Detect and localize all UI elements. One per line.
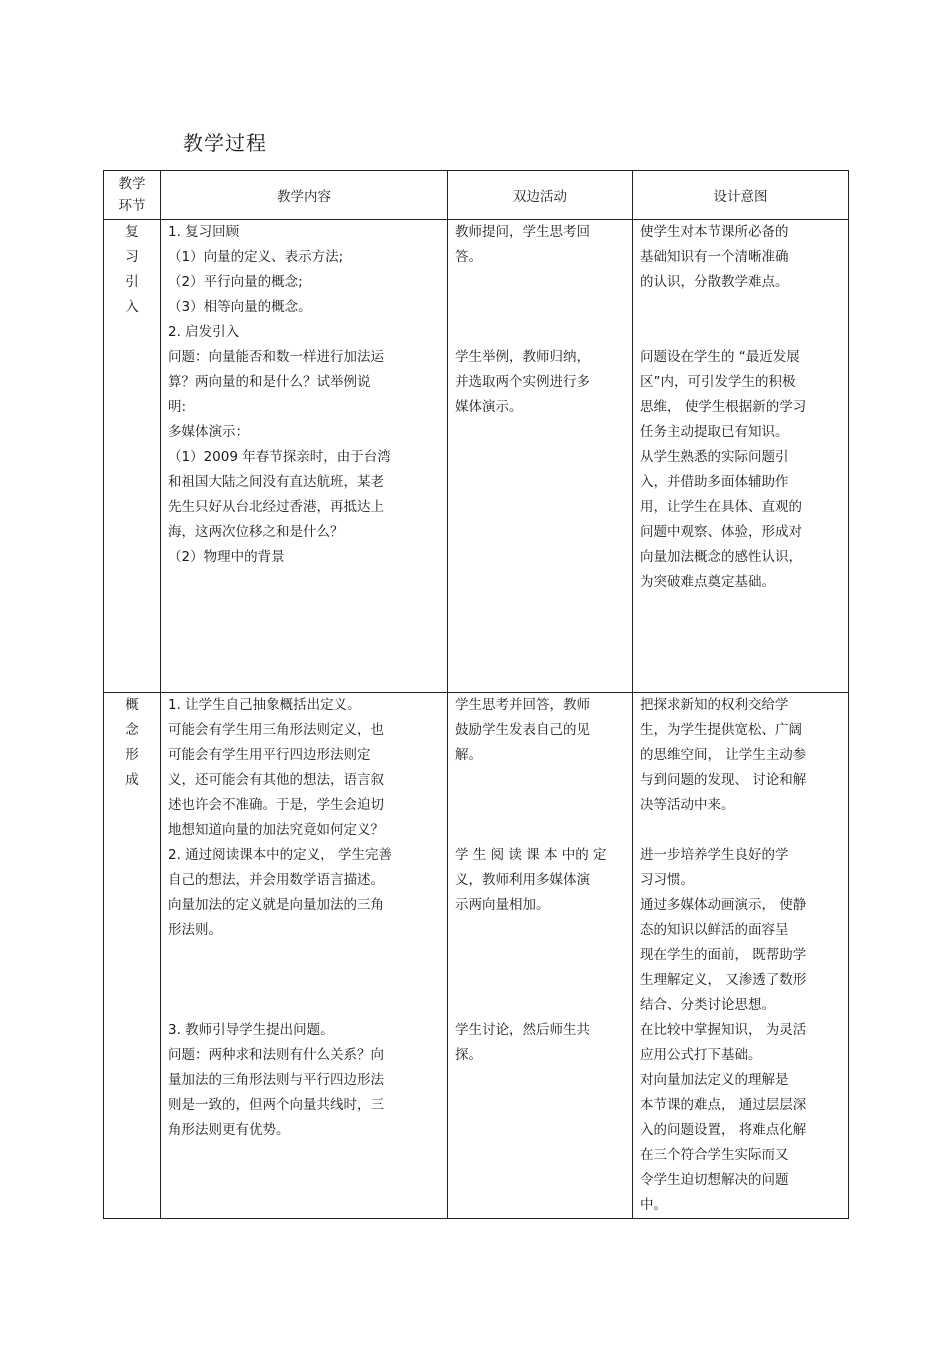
text-line: 与到问题的发现、 讨论和解 bbox=[640, 772, 807, 788]
intent-cell bbox=[633, 220, 849, 693]
text-line: 并选取两个实例进行多 bbox=[455, 374, 590, 390]
teaching-process-table bbox=[103, 170, 849, 1219]
text-line: 1. 让学生自己抽象概括出定义。 bbox=[168, 697, 361, 713]
text-line: 把探求新知的权利交给学 bbox=[640, 697, 789, 713]
text-line: 探。 bbox=[455, 1047, 482, 1063]
header-stage-label bbox=[104, 173, 160, 217]
spacer bbox=[455, 968, 624, 993]
stage-char: 成 bbox=[125, 772, 139, 788]
spacer bbox=[168, 993, 439, 1018]
text-line: 区”内，可引发学生的积极 bbox=[640, 374, 796, 390]
text-line: 任务主动提取已有知识。 bbox=[640, 424, 789, 440]
text-line: 地想知道向量的加法究竟如何定义？ bbox=[168, 822, 384, 838]
text-line: 问题中观察、体验，形成对 bbox=[640, 524, 802, 540]
text-line: 中。 bbox=[640, 1197, 667, 1213]
text-line: （2）平行向量的概念; bbox=[168, 274, 303, 290]
text-line: 为突破难点奠定基础。 bbox=[640, 574, 775, 590]
text-line: 义，还可能会有其他的想法，语言叙 bbox=[168, 772, 384, 788]
spacer bbox=[455, 295, 624, 320]
text-line: 习习惯。 bbox=[640, 872, 694, 888]
text-line: 在比较中掌握知识， 为灵活 bbox=[640, 1022, 807, 1038]
text-line: 量加法的三角形法则与平行四边形法 bbox=[168, 1072, 384, 1088]
text-line: 向量加法的定义就是向量加法的三角 bbox=[168, 897, 384, 913]
text-line: 形法则。 bbox=[168, 922, 222, 938]
text-line: 和祖国大陆之间没有直达航班，某老 bbox=[168, 474, 384, 490]
text-line: 结合、分类讨论思想。 bbox=[640, 997, 775, 1013]
text-line: 现在学生的面前， 既帮助学 bbox=[640, 947, 807, 963]
text-line: 自己的想法，并会用数学语言描述。 bbox=[168, 872, 384, 888]
table-row bbox=[104, 693, 849, 1219]
text-line: 学生举例，教师归纳， bbox=[455, 349, 590, 365]
text-line: 述也许会不准确。于是，学生会迫切 bbox=[168, 797, 384, 813]
spacer bbox=[455, 793, 624, 818]
text-line: 2. 通过阅读课本中的定义， 学生完善 bbox=[168, 847, 392, 863]
text-line: 的认识，分散教学难点。 bbox=[640, 274, 789, 290]
text-line: 海，这两次位移之和是什么？ bbox=[168, 524, 344, 540]
text-line: 从学生熟悉的实际问题引 bbox=[640, 449, 789, 465]
stage-char: 概 bbox=[125, 697, 139, 713]
text-line: 算？两向量的和是什么？试举例说 bbox=[168, 374, 371, 390]
spacer bbox=[455, 320, 624, 345]
spacer bbox=[168, 968, 439, 993]
text-line: 思维， 使学生根据新的学习 bbox=[640, 399, 807, 415]
text-line: 态的知识以鲜活的面容呈 bbox=[640, 922, 789, 938]
stage-char: 形 bbox=[125, 747, 139, 763]
content-cell bbox=[161, 220, 448, 693]
spacer bbox=[455, 818, 624, 843]
text-line: 问题：两种求和法则有什么关系？向 bbox=[168, 1047, 384, 1063]
stage-cell bbox=[104, 693, 161, 1219]
text-line: 学生讨论，然后师生共 bbox=[455, 1022, 590, 1038]
spacer bbox=[455, 993, 624, 1018]
text-line: 1. 复习回顾 bbox=[168, 224, 240, 240]
header-row bbox=[104, 171, 849, 220]
spacer bbox=[168, 943, 439, 968]
text-line: 生，为学生提供宽松、广阔 bbox=[640, 722, 802, 738]
page-title: 教学过程 bbox=[183, 131, 267, 155]
text-line: 学 生 阅 读 课 本 中的 定 bbox=[455, 847, 607, 863]
text-line: 义，教师利用多媒体演 bbox=[455, 872, 590, 888]
text-line: 学生思考并回答，教师 bbox=[455, 697, 590, 713]
header-intent: 设计意图 bbox=[633, 171, 849, 220]
spacer bbox=[640, 295, 840, 320]
spacer bbox=[455, 270, 624, 295]
text-line: 问题：向量能否和数一样进行加法运 bbox=[168, 349, 384, 365]
stage-char: 引 bbox=[125, 274, 139, 290]
text-line: 令学生迫切想解决的问题 bbox=[640, 1172, 789, 1188]
spacer bbox=[455, 918, 624, 943]
text-line: 3. 教师引导学生提出问题。 bbox=[168, 1022, 334, 1038]
text-line: 示两向量相加。 bbox=[455, 897, 550, 913]
text-line: 本节课的难点， 通过层层深 bbox=[640, 1097, 807, 1113]
text-line: 2. 启发引入 bbox=[168, 324, 240, 340]
stage-char: 念 bbox=[125, 722, 139, 738]
text-line: 则是一致的，但两个向量共线时，三 bbox=[168, 1097, 384, 1113]
header-stage-line-1: 教学 bbox=[118, 176, 146, 192]
text-line: 问题设在学生的 “最近发展 bbox=[640, 349, 800, 365]
spacer bbox=[455, 768, 624, 793]
text-line: 角形法则更有优势。 bbox=[168, 1122, 290, 1138]
header-content: 教学内容 bbox=[161, 171, 448, 220]
spacer bbox=[640, 320, 840, 345]
text-line: 进一步培养学生良好的学 bbox=[640, 847, 789, 863]
header-stage bbox=[104, 171, 161, 220]
content-cell bbox=[161, 693, 448, 1219]
text-line: 入，并借助多面体辅助作 bbox=[640, 474, 789, 490]
text-line: 向量加法概念的感性认识， bbox=[640, 549, 802, 565]
text-line: 生理解定义， 又渗透了数形 bbox=[640, 972, 807, 988]
text-line: 教师提问，学生思考回 bbox=[455, 224, 590, 240]
text-line: （2）物理中的背景 bbox=[168, 549, 285, 565]
spacer bbox=[455, 943, 624, 968]
header-stage-line-2: 环节 bbox=[118, 198, 146, 214]
text-line: 可能会有学生用平行四边形法则定 bbox=[168, 747, 371, 763]
text-line: 使学生对本节课所必备的 bbox=[640, 224, 789, 240]
text-line: 入的问题设置， 将难点化解 bbox=[640, 1122, 807, 1138]
stage-char: 入 bbox=[125, 299, 139, 315]
intent-cell bbox=[633, 693, 849, 1219]
text-line: 应用公式打下基础。 bbox=[640, 1047, 762, 1063]
text-line: 通过多媒体动画演示， 使静 bbox=[640, 897, 807, 913]
stage-cell bbox=[104, 220, 161, 693]
text-line: （3）相等向量的概念。 bbox=[168, 299, 312, 315]
text-line: 答。 bbox=[455, 249, 482, 265]
stage-char: 复 bbox=[125, 224, 139, 240]
text-line: 在三个符合学生实际而又 bbox=[640, 1147, 789, 1163]
text-line: 多媒体演示： bbox=[168, 424, 249, 440]
text-line: 决等活动中来。 bbox=[640, 797, 735, 813]
text-line: 用，让学生在具体、直观的 bbox=[640, 499, 802, 515]
header-activity: 双边活动 bbox=[448, 171, 633, 220]
text-line: 可能会有学生用三角形法则定义，也 bbox=[168, 722, 384, 738]
text-line: 明: bbox=[168, 399, 187, 415]
stage-char: 习 bbox=[125, 249, 139, 265]
text-line: （1）2009 年春节探亲时，由于台湾 bbox=[168, 449, 391, 465]
text-line: 媒体演示。 bbox=[455, 399, 523, 415]
table-row bbox=[104, 220, 849, 693]
text-line: 的思维空间， 让学生主动参 bbox=[640, 747, 807, 763]
text-line: 先生只好从台北经过香港，再抵达上 bbox=[168, 499, 384, 515]
activity-cell bbox=[448, 220, 633, 693]
text-line: 基础知识有一个清晰准确 bbox=[640, 249, 789, 265]
text-line: （1）向量的定义、表示方法; bbox=[168, 249, 344, 265]
activity-cell bbox=[448, 693, 633, 1219]
text-line: 解。 bbox=[455, 747, 482, 763]
text-line: 对向量加法定义的理解是 bbox=[640, 1072, 789, 1088]
text-line: 鼓励学生发表自己的见 bbox=[455, 722, 590, 738]
spacer bbox=[640, 818, 840, 843]
